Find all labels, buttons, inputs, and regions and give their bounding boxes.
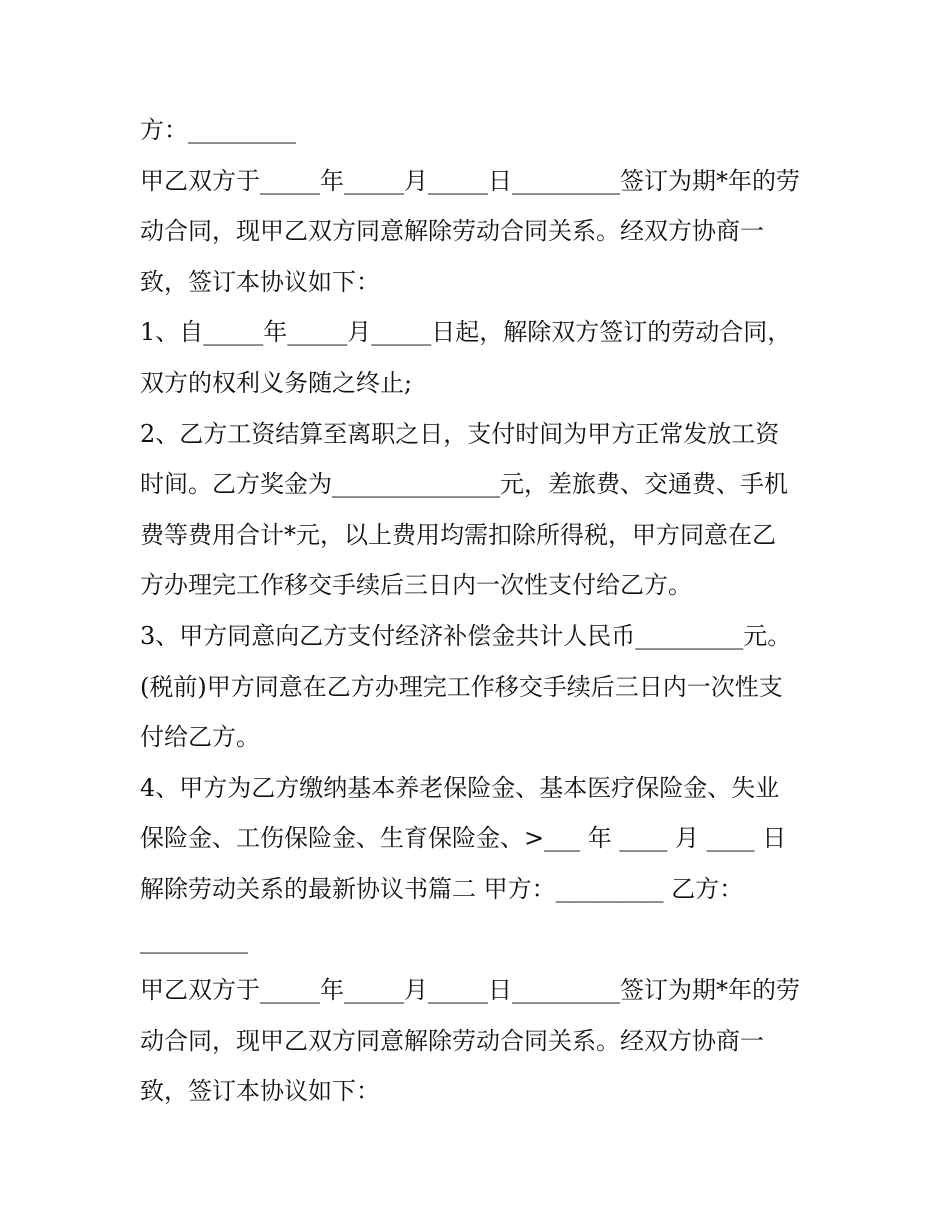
- text-line: 3、甲方同意向乙方支付经济补偿金共计人民币_________元。: [140, 621, 792, 650]
- text-line: 致，签订本协议如下：: [140, 267, 380, 296]
- document-body: [140, 105, 810, 1117]
- text-line: 4、甲方为乙方缴纳基本养老保险金、基本医疗保险金、失业: [140, 773, 780, 802]
- text-line: 方：_________: [140, 116, 296, 144]
- text-line: 保险金、工伤保险金、生育保险金、>___ 年 ____ 月 ____ 日: [140, 824, 787, 853]
- text-line: 动合同，现甲乙双方同意解除劳动合同关系。经双方协商一: [140, 1026, 764, 1055]
- text-line: 付给乙方。: [140, 723, 260, 752]
- text-line: 1、自_____年_____月_____日起，解除双方签订的劳动合同，: [140, 318, 792, 347]
- text-line: 双方的权利义务随之终止;: [140, 368, 413, 397]
- text-line: 时间。乙方奖金为______________元，差旅费、交通费、手机: [140, 470, 788, 499]
- text-line: 甲乙双方于_____年_____月_____日_________签订为期*年的劳: [140, 166, 800, 195]
- text-line: 方办理完工作移交手续后三日内一次性支付给乙方。: [140, 571, 692, 600]
- text-line: 2、乙方工资结算至离职之日，支付时间为甲方正常发放工资: [140, 419, 780, 448]
- text-line: _________: [140, 925, 248, 954]
- text-line: 解除劳动关系的最新协议书篇二 甲方：_________ 乙方：: [140, 874, 744, 903]
- text-line: 致，签订本协议如下：: [140, 1077, 380, 1106]
- text-line: 费等费用合计*元，以上费用均需扣除所得税，甲方同意在乙: [140, 520, 776, 549]
- text-line: 动合同，现甲乙双方同意解除劳动合同关系。经双方协商一: [140, 217, 764, 246]
- text-line: 甲乙双方于_____年_____月_____日_________签订为期*年的劳: [140, 976, 800, 1005]
- text-line: (税前)甲方同意在乙方办理完工作移交手续后三日内一次性支: [140, 672, 783, 701]
